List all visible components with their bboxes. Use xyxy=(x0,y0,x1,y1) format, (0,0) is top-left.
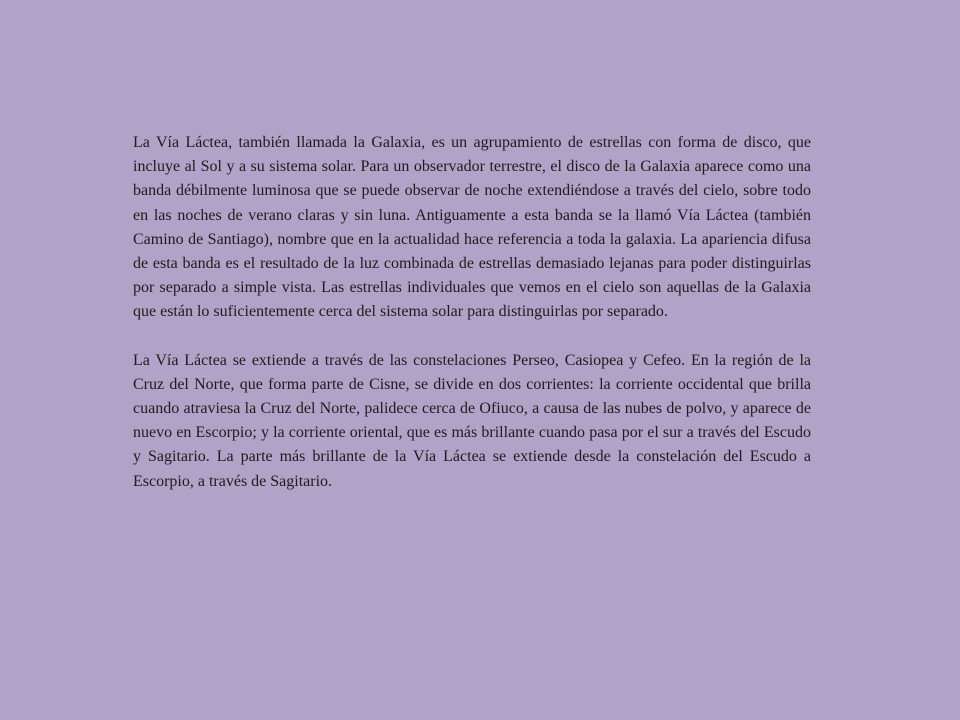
paragraph-2: La Vía Láctea se extiende a través de las constelaciones Perseo, Casiopea y Cefeo. En la región de la Cruz del Norte, que forma parte de Cisne, se divide en dos corrientes: la corriente occidental que brilla cuando atraviesa la Cruz del Norte, palidece cerca de Ofiuco, a causa de las nubes de polvo, y aparece de nuevo en Escorpio; y la corriente oriental, que es más brillante cuando pasa por el sur a través del Escudo y Sagitario. La parte más brillante de la Vía Láctea se extiende desde la constelación del Escudo a Escorpio, a través de Sagitario. xyxy=(133,351,811,490)
text-body xyxy=(133,131,811,494)
paragraph-1: La Vía Láctea, también llamada la Galaxia, es un agrupamiento de estrellas con forma de disco, que incluye al Sol y a su sistema solar. Para un observador terrestre, el disco de la Galaxia aparece como una banda débilmente luminosa que se puede observar de noche extendiéndose a través del cielo, sobre todo en las noches de verano claras y sin luna. Antiguamente a esta banda se la llamó Vía Láctea (también Camino de Santiago), nombre que en la actualidad hace referencia a toda la galaxia. La apariencia difusa de esta banda es el resultado de la luz combinada de estrellas demasiado lejanas para poder distinguirlas por separado a simple vista. Las estrellas individuales que vemos en el cielo son aquellas de la Galaxia que están lo suficientemente cerca del sistema solar para distinguirlas por separado. xyxy=(133,134,811,321)
